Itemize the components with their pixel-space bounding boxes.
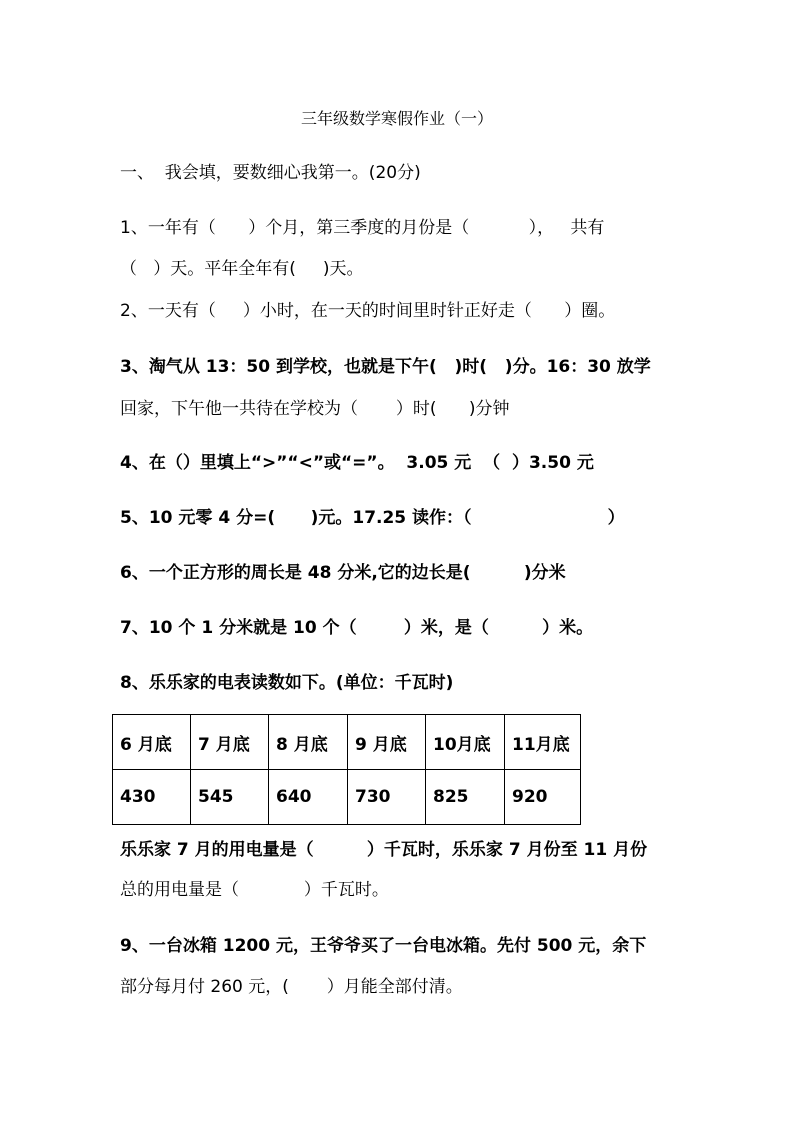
table-cell: 825 [426, 770, 505, 825]
question-6: 6、一个正方形的周长是 48 分米,它的边长是( )分米 [120, 563, 566, 583]
table-cell: 920 [505, 770, 581, 825]
table-cell: 640 [269, 770, 348, 825]
table-header-cell: 9 月底 [348, 715, 426, 770]
table-cell: 545 [191, 770, 269, 825]
question-8-line-1: 乐乐家 7 月的用电量是（ ）千瓦时，乐乐家 7 月份至 11 月份 [120, 840, 648, 860]
question-1-line-2: （ ）天。平年全年有( )天。 [120, 259, 364, 279]
meter-reading-table [112, 714, 581, 825]
question-2: 2、一天有（ ）小时，在一天的时间里时针正好走（ ）圈。 [120, 301, 616, 321]
question-4: 4、在（）里填上“>”“<”或“=”。 3.05 元 （ ）3.50 元 [120, 453, 594, 473]
section-heading: 一、 我会填，要数细心我第一。(20分) [120, 163, 421, 183]
table-cell: 730 [348, 770, 426, 825]
question-8-line-2: 总的用电量是（ ）千瓦时。 [120, 880, 389, 900]
table-header-cell: 6 月底 [113, 715, 191, 770]
table-cell: 430 [113, 770, 191, 825]
question-8-intro: 8、乐乐家的电表读数如下。(单位：千瓦时) [120, 673, 454, 693]
worksheet-title: 三年级数学寒假作业（一） [300, 109, 493, 128]
question-5: 5、10 元零 4 分=( )元。17.25 读作：（ ） [120, 508, 625, 528]
table-header-row [113, 715, 581, 770]
table-row [113, 770, 581, 825]
question-7: 7、10 个 1 分米就是 10 个（ ）米，是（ ）米。 [120, 618, 594, 638]
table-header-cell: 11月底 [505, 715, 581, 770]
question-3-line-1: 3、淘气从 13：50 到学校，也就是下午( )时( )分。16：30 放学 [120, 357, 651, 377]
table-header-cell: 7 月底 [191, 715, 269, 770]
question-1-line-1: 1、一年有（ ）个月，第三季度的月份是（ ）， 共有 [120, 218, 605, 238]
table-header-cell: 10月底 [426, 715, 505, 770]
question-9-line-2: 部分每月付 260 元，( ）月能全部付清。 [120, 977, 463, 997]
question-3-line-2: 回家，下午他一共待在学校为（ ）时( )分钟 [120, 399, 510, 419]
table-header-cell: 8 月底 [269, 715, 348, 770]
question-9-line-1: 9、一台冰箱 1200 元，王爷爷买了一台电冰箱。先付 500 元，余下 [120, 936, 647, 956]
